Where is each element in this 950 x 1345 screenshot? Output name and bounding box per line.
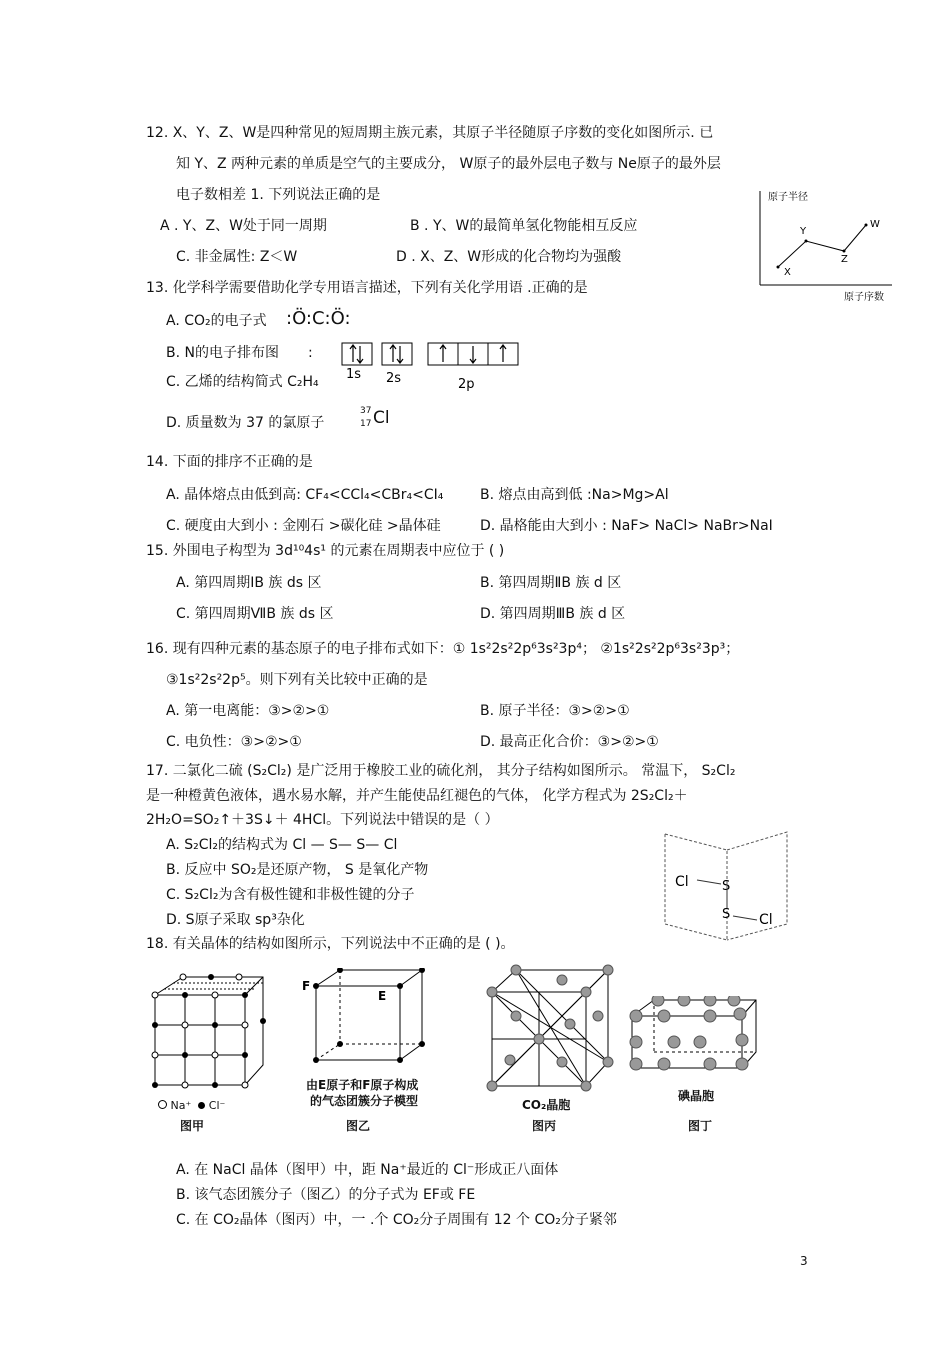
- fig1-caption: 图甲: [180, 1119, 205, 1133]
- iodine-crystal-figure: [624, 996, 764, 1076]
- fig3-title: CO₂晶胞: [522, 1098, 571, 1112]
- q17-option-b: B. 反应中 SO₂是还原产物， S 是氧化产物: [166, 862, 429, 878]
- chlorine-isotope-symbol: 37 17 Cl: [360, 406, 390, 429]
- fig-cl-left: Cl: [675, 874, 689, 890]
- q18-option-b: B. 该气态团簇分子（图乙）的分子式为 EF或 FE: [176, 1187, 476, 1203]
- q17-option-c: C. S₂Cl₂为含有极性键和非极性键的分子: [166, 887, 415, 903]
- q12-stem-line3: 电子数相差 1. 下列说法正确的是: [176, 187, 381, 203]
- fig2-caption: 图乙: [346, 1119, 371, 1133]
- q16-option-b: B. 原子半径：③>②>①: [480, 703, 630, 719]
- q17-stem-line3: 2H₂O=SO₂↑＋3S↓＋ 4HCl。下列说法中错误的是（ ）: [146, 812, 499, 828]
- q12-stem-line1: 12. X、Y、Z、W是四种常见的短周期主族元素，其原子半径随原子序数的变化如图所示. 已: [146, 125, 714, 141]
- fig2-desc-line1: 由E原子和F原子构成: [306, 1078, 419, 1092]
- fig2-label-e: E: [378, 989, 387, 1003]
- q16-stem-line1: 16. 现有四种元素的基态原子的电子排布式如下：① 1s²2s²2p⁶3s²3p⁴； ②1s²2s²2p⁶3s²3p³；: [146, 641, 740, 657]
- q14-option-d: D. 晶格能由大到小 : NaF> NaCl> NaBr>NaI: [480, 518, 773, 534]
- fig-s-upper: S: [722, 879, 731, 894]
- q12-option-d: D . X、Z、W形成的化合物均为强酸: [396, 249, 622, 265]
- q18-stem: 18. 有关晶体的结构如图所示，下列说法中不正确的是 ( )。: [146, 936, 515, 952]
- fig3-caption: 图丙: [532, 1119, 557, 1133]
- q13-option-d: D. 质量数为 37 的氯原子: [166, 415, 325, 431]
- q12-option-b: B . Y、W的最简单氢化物能相互反应: [410, 218, 638, 234]
- q15-option-d: D. 第四周期ⅢB 族 d 区: [480, 606, 626, 622]
- atomic-radius-chart: [752, 185, 902, 305]
- co2-crystal-figure: [480, 964, 620, 1094]
- point-z-label: Z: [841, 254, 848, 265]
- q13-option-b: B. N的电子排布图: [166, 345, 279, 361]
- q18-option-a: A. 在 NaCl 晶体（图甲）中，距 Na⁺最近的 Cl⁻形成正八面体: [176, 1162, 559, 1178]
- point-x-label: X: [784, 267, 791, 278]
- point-y-label: Y: [800, 226, 807, 237]
- fig-s-lower: S: [722, 907, 731, 922]
- orbital-2p-label: 2p: [458, 377, 475, 392]
- q15-option-c: C. 第四周期ⅦB 族 ds 区: [176, 606, 334, 622]
- fig2-desc-line2: 的气态团簇分子模型: [310, 1094, 419, 1108]
- orbital-1s-label: 1s: [346, 367, 362, 382]
- fig4-caption: 图丁: [688, 1119, 713, 1133]
- fig4-title: 碘晶胞: [678, 1089, 715, 1103]
- q12-option-c: C. 非金属性: Z＜W: [176, 249, 298, 265]
- ef-cluster-figure: [300, 968, 430, 1068]
- legend-na: Na⁺: [170, 1099, 192, 1112]
- q15-option-b: B. 第四周期ⅡB 族 d 区: [480, 575, 622, 591]
- orbital-2s-label: 2s: [386, 371, 402, 386]
- q14-option-c: C. 硬度由大到小 : 金刚石 >碳化硅 >晶体硅: [166, 518, 441, 534]
- q12-stem-line2: 知 Y、Z 两种元素的单质是空气的主要成分， W原子的最外层电子数与 Ne原子的最外层: [176, 156, 721, 172]
- q16-stem-line2: ③1s²2s²2p⁵。则下列有关比较中正确的是: [166, 672, 428, 688]
- q13-option-c: C. 乙烯的结构简式 C₂H₄: [166, 374, 319, 390]
- nacl-crystal-figure: [145, 965, 275, 1095]
- q13-option-a: A. CO₂的电子式: [166, 313, 267, 329]
- q14-stem: 14. 下面的排序不正确的是: [146, 454, 313, 470]
- q13-b-colon: :: [308, 345, 313, 361]
- legend-cl: Cl⁻: [208, 1099, 226, 1112]
- q16-option-a: A. 第一电离能：③>②>①: [166, 703, 330, 719]
- q16-option-d: D. 最高正化合价：③>②>①: [480, 734, 659, 750]
- nitrogen-orbital-diagram: [340, 340, 530, 392]
- q18-option-c: C. 在 CO₂晶体（图丙）中，一 .个 CO₂分子周围有 12 个 CO₂分子紧邻: [176, 1212, 617, 1228]
- q17-stem-line2: 是一种橙黄色液体，遇水易水解，并产生能使品红褪色的气体， 化学方程式为 2S₂Cl₂＋: [146, 788, 688, 804]
- chart-x-label: 原子序数: [844, 292, 884, 303]
- chart-y-label: 原子半径: [768, 192, 808, 203]
- q15-option-a: A. 第四周期ⅠB 族 ds 区: [176, 575, 322, 591]
- fig-cl-right: Cl: [759, 912, 773, 928]
- q16-option-c: C. 电负性：③>②>①: [166, 734, 302, 750]
- q17-stem-line1: 17. 二氯化二硫 (S₂Cl₂) 是广泛用于橡胶工业的硫化剂， 其分子结构如图所示。 常温下， S₂Cl₂: [146, 763, 736, 779]
- q14-option-a: A. 晶体熔点由低到高: CF₄<CCl₄<CBr₄<CI₄: [166, 487, 444, 503]
- fig2-label-f: F: [302, 979, 311, 993]
- q14-option-b: B. 熔点由高到低 :Na>Mg>Al: [480, 487, 669, 503]
- nacl-legend: [158, 1099, 225, 1112]
- s2cl2-structure-figure: [655, 828, 795, 948]
- q17-option-a: A. S₂Cl₂的结构式为 Cl — S— S— Cl: [166, 837, 398, 853]
- co2-electron-formula: :Ö:C:Ö:: [286, 308, 351, 329]
- q12-option-a: A . Y、Z、W处于同一周期: [160, 218, 327, 234]
- q13-stem: 13. 化学科学需要借助化学专用语言描述，下列有关化学用语 .正确的是: [146, 280, 588, 296]
- page-number: 3: [800, 1254, 808, 1268]
- q17-option-d: D. S原子采取 sp³杂化: [166, 912, 305, 928]
- point-w-label: W: [870, 219, 880, 230]
- q15-stem: 15. 外围电子构型为 3d¹⁰4s¹ 的元素在周期表中应位于 ( ): [146, 543, 505, 559]
